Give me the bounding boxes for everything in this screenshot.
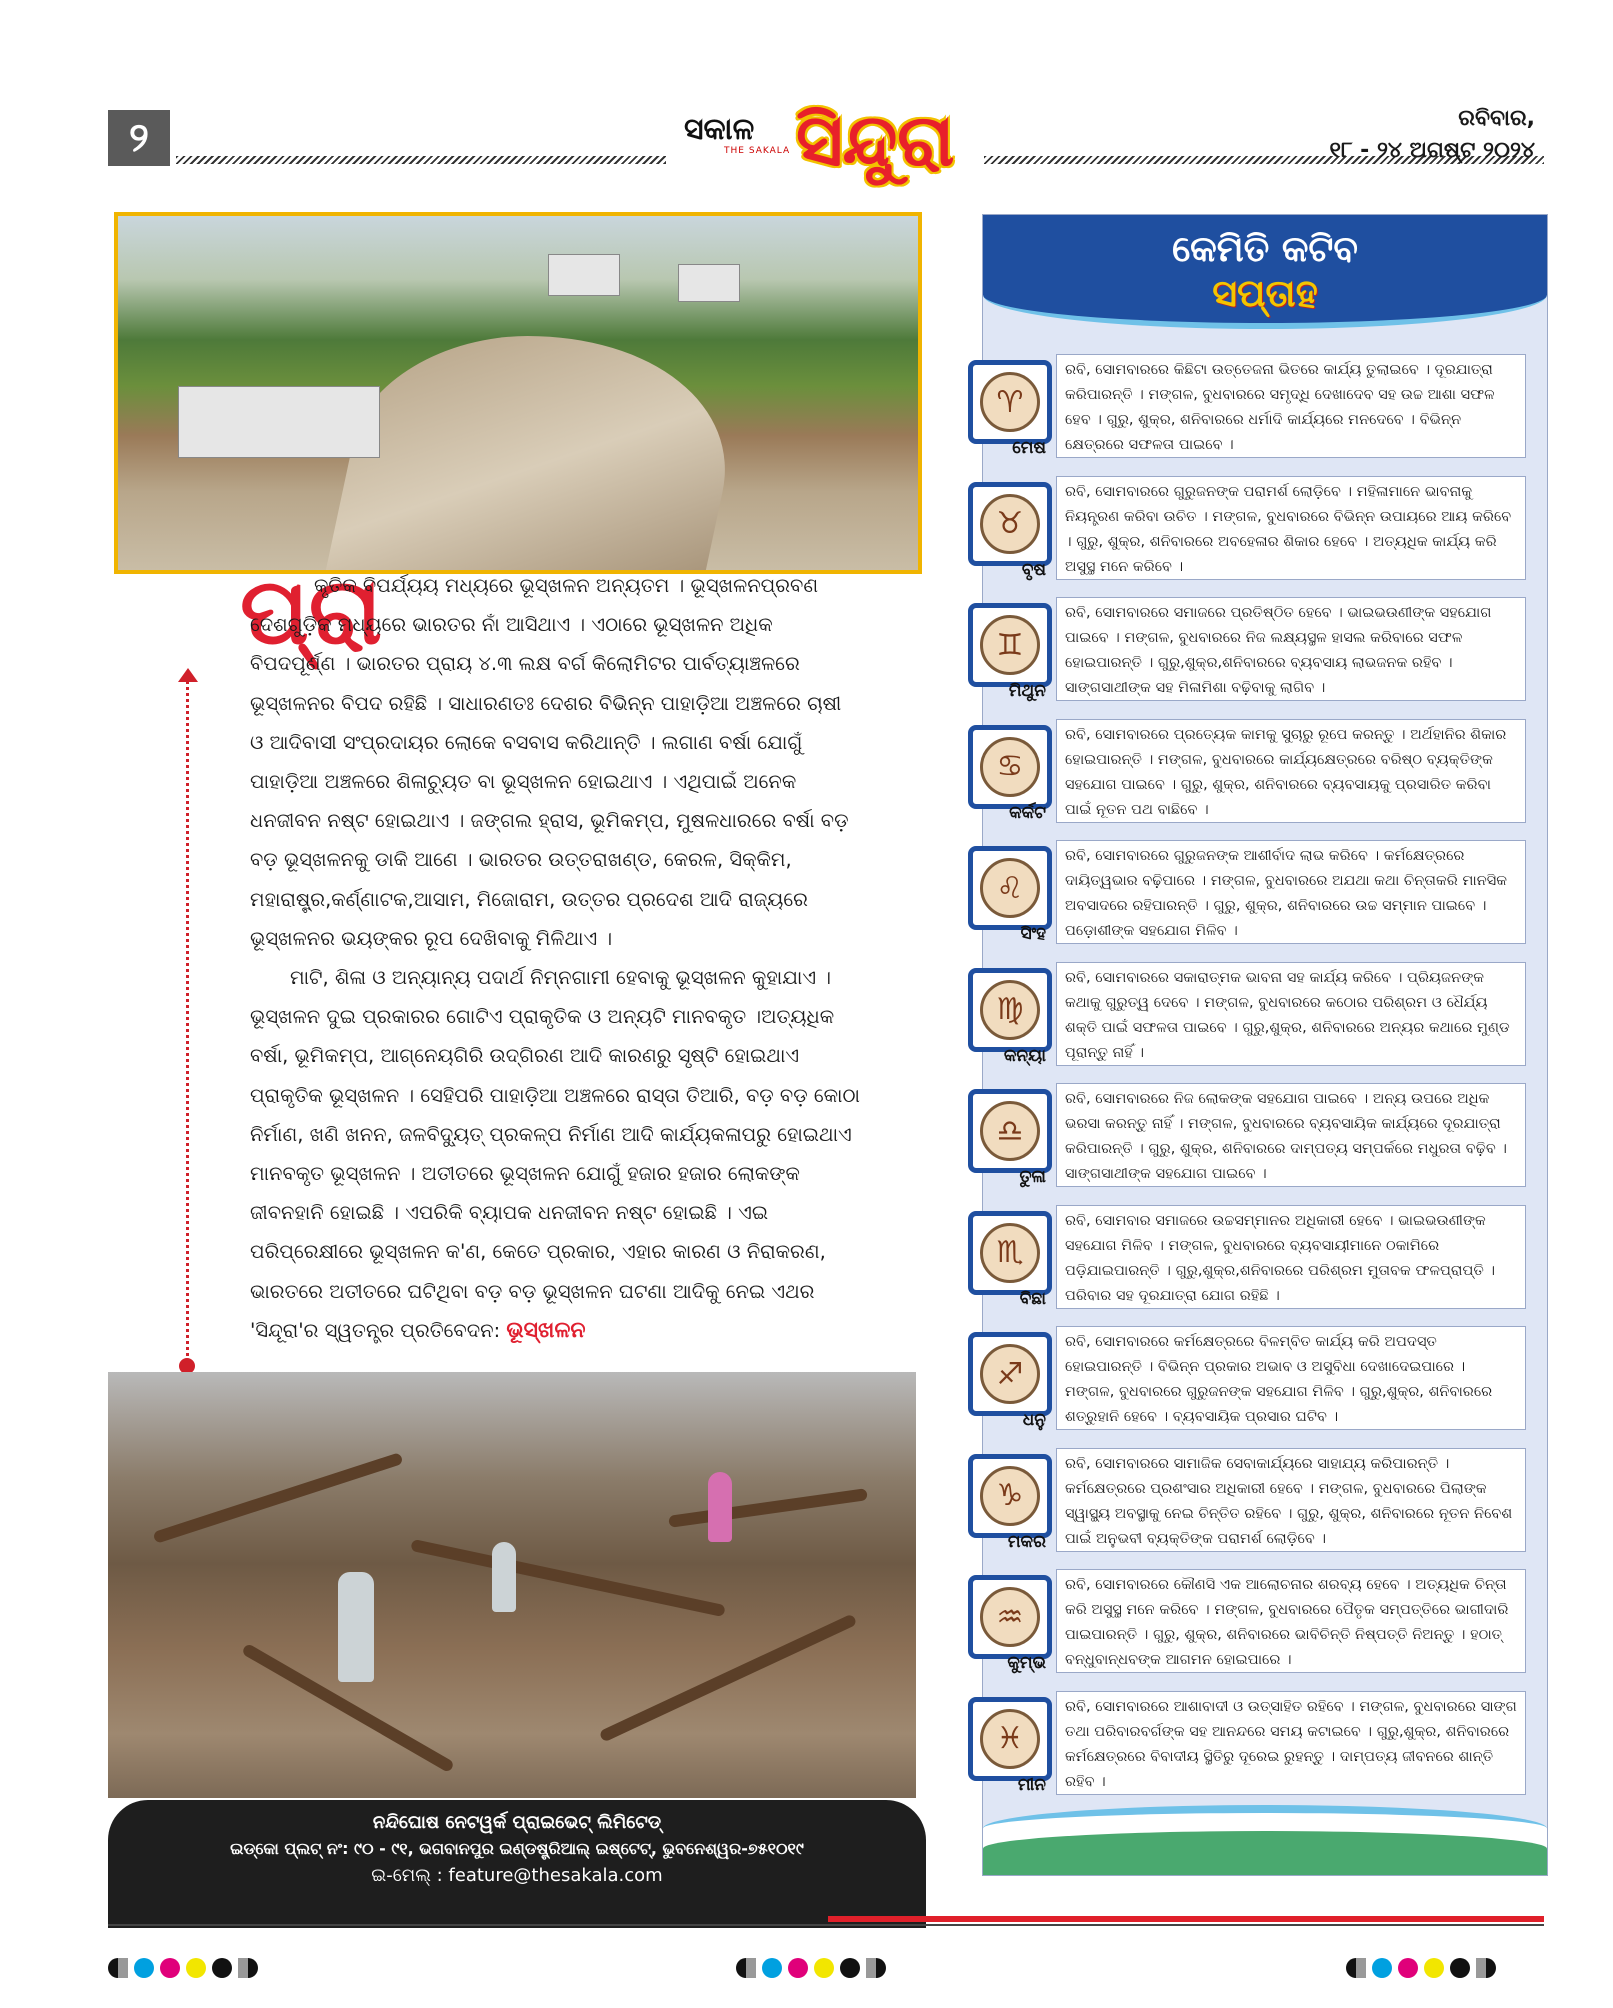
landslide-photo-bottom [108,1372,916,1798]
page-number: ୨ [108,110,170,166]
article-paragraph-1: କୃତିକ ବିପର୍ଯ୍ୟୟ ମଧ୍ୟରେ ଭୂସ୍ଖଳନ ଅନ୍ୟତମ । ଭୂସ୍ଖଳନପ୍ରବଣ ଦେଶଗୁଡ଼ିକ ମଧ୍ୟରେ ଭାରତର ନାଁ ଆସିଥାଏ । ଏଠାରେ ଭୂସ୍ଖଳନ ଅଧିକ ବିପଦପୂର୍ଣ୍ଣ । ଭାରତର ପ୍ରାୟ ୪.୩ ଲକ୍ଷ ବର୍ଗ କିଲୋମିଟର ପାର୍ବତ୍ୟାଞ୍ଚଳରେ ଭୂସ୍ଖଳନର ବିପଦ ରହିଛି । ସାଧାରଣତଃ ଦେଶର ବିଭିନ୍ନ ପାହାଡ଼ିଆ ଅଞ୍ଚଳରେ ଚାଷୀ ଓ ଆଦିବାସୀ ସଂପ୍ରଦାୟର ଲୋକେ ବସବାସ କରିଥାନ୍ତି । ଲଗାଣ ବର୍ଷା ଯୋଗୁଁ ପାହାଡ଼ିଆ ଅଞ୍ଚଳରେ ଶିଳାଚ୍ୟୁତ ବା ଭୂସ୍ଖଳନ ହୋଇଥାଏ । ଏଥିପାଇଁ ଅନେକ ଧନଜୀବନ ନଷ୍ଟ ହୋଇଥାଏ । ଜଙ୍ଗଲ ହ୍ରାସ, ଭୂମିକମ୍ପ, ମୁଷଳଧାରରେ ବର୍ଷା ବଡ଼ ବଡ଼ ଭୂସ୍ଖଳନକୁ ଡାକି ଆଣେ । ଭାରତର ଉତ୍ତରାଖଣ୍ଡ, କେରଳ, ସିକ୍କିମ, ମହାରାଷ୍ଟ୍ର,କର୍ଣ୍ଣାଟକ,ଆସାମ, ମିଜୋରାମ, ଉତ୍ତର ପ୍ରଦେଶ ଆଦି ରାଜ୍ୟରେ ଭୂସ୍ଖଳନର ଭୟଙ୍କର ରୂପ ଦେଖିବାକୁ ମିଳିଥାଏ । [250,574,849,950]
cancer-icon [968,725,1052,809]
sign-prediction: ରବି, ସୋମବାରରେ କୌଣସି ଏକ ଆଲୋଚନାର ଶରବ୍ୟ ହେବେ । ଅତ୍ୟଧିକ ଚିନ୍ତା କରି ଅସୁସ୍ଥ ମନେ କରିବେ । ମଙ୍ଗଳ, ବୁଧବାରରେ ପୈତୃକ ସମ୍ପତ୍ତିରେ ଭାଗୀଦାରି ପାଇପାରନ୍ତି । ଗୁରୁ, ଶୁକ୍ର, ଶନିବାରରେ ଭାବିଚିନ୍ତି ନିଷ୍ପତ୍ତି ନିଅନ୍ତୁ । ହଠାତ୍ ବନ୍ଧୁବାନ୍ଧବଙ୍କ ଆଗମନ ହୋଇପାରେ । [1056,1569,1526,1673]
issue-day: ରବିବାର, [1458,106,1535,131]
horoscope-row-5 [958,960,1540,1072]
debris-log [153,1452,404,1544]
horoscope-row-4 [958,838,1540,950]
registration-black-dot [1450,1958,1470,1978]
sign-prediction: ରବି, ସୋମବାର ସମାଜରେ ଉଚ୍ଚସମ୍ମାନର ଅଧିକାରୀ ହେବେ । ଭାଇଭଉଣୀଙ୍କ ସହଯୋଗ ମିଳିବ । ମଙ୍ଗଳ, ବୁଧବାରରେ ବ୍ୟବସାୟୀମାନେ ଠକାମିରେ ପଡ଼ିଯାଇପାରନ୍ତି । ଗୁରୁ,ଶୁକ୍ର,ଶନିବାରରେ ପରିଶ୍ରମ ମୁତାବକ ଫଳପ୍ରାପ୍ତି । ପରିବାର ସହ ଦୂରଯାତ୍ରା ଯୋଗ ରହିଛି । [1056,1205,1526,1309]
registration-cyan-dot [134,1958,154,1978]
article-paragraph-2 [250,958,860,1350]
publisher-address: ଇଡ୍‌କୋ ପ୍ଲଟ୍ ନଂ: ୯୦ - ୯୧, ଭଗବାନପୁର ଇଣ୍ଡଷ୍ଟ୍ରିଆଲ୍ ଇଷ୍ଟେଟ୍, ଭୁବନେଶ୍ୱର-୭୫୧୦୧୯ [230,1839,804,1858]
sign-name: ଧନୁ [1022,1410,1046,1430]
publisher-footer [108,1800,926,1928]
landslide-photo-top [114,212,922,574]
horoscope-title-line2: ସପ୍ତାହ [1212,271,1318,315]
horoscope-row-8 [958,1324,1540,1436]
zodiac-glyph: ♐ [980,1344,1040,1404]
house [548,254,620,296]
registration-magenta-dot [160,1958,180,1978]
rescue-worker [708,1472,732,1542]
horoscope-row-2 [958,595,1540,707]
zodiac-glyph: ♊ [980,615,1040,675]
registration-marks-center [736,1958,886,1978]
footer-dark-rule [108,1924,1544,1926]
zodiac-glyph: ♋ [980,737,1040,797]
sign-name: ତୁଳା [1019,1167,1046,1187]
article-dropcap: ପ୍ରା [240,558,382,665]
brand-sindura: ସିନ୍ଦୁରା [796,98,955,182]
aquarius-icon [968,1575,1052,1659]
registration-half-dot [866,1958,886,1978]
horoscope-row-7 [958,1203,1540,1315]
capricorn-icon [968,1454,1052,1538]
debris-log [599,1613,858,1742]
zodiac-glyph: ♌ [980,858,1040,918]
registration-marks-right [1346,1958,1496,1978]
rescue-worker [338,1572,374,1682]
registration-half-dot [1476,1958,1496,1978]
sign-name: ମେଷ [1012,438,1046,458]
email-label: ଇ-ମେଲ୍ : [371,1865,443,1886]
sign-name: ବିଛା [1019,1288,1046,1309]
pisces-icon [968,1697,1052,1781]
registration-half-dot [736,1958,756,1978]
header-rule-left [176,156,666,164]
sign-name: ବୃଷ [1021,559,1046,580]
registration-half-dot [238,1958,258,1978]
registration-yellow-dot [814,1958,834,1978]
registration-cyan-dot [762,1958,782,1978]
sign-prediction: ରବି, ସୋମବାରରେ ସାମାଜିକ ସେବାକାର୍ଯ୍ୟରେ ସାହାଯ୍ୟ କରିପାରନ୍ତି । କର୍ମକ୍ଷେତ୍ରରେ ପ୍ରଶଂସାର ଅଧିକାରୀ ହେବେ । ମଙ୍ଗଳ, ବୁଧବାରରେ ପିଲାଙ୍କ ସ୍ୱାସ୍ଥ୍ୟ ଅବସ୍ଥାକୁ ନେଇ ଚିନ୍ତିତ ରହିବେ । ଗୁରୁ, ଶୁକ୍ର, ଶନିବାରରେ ନୂତନ ନିବେଶ ପାଇଁ ଅନୁଭବୀ ବ୍ୟକ୍ତିଙ୍କ ପରାମର୍ଶ ଲୋଡ଼ିବେ । [1056,1448,1526,1552]
river-flood [320,336,755,574]
sign-name: କୁମ୍ଭ [1007,1653,1046,1673]
horoscope-row-0 [958,352,1540,464]
registration-black-dot [840,1958,860,1978]
registration-half-dot [1346,1958,1366,1978]
horoscope-row-1 [958,474,1540,586]
sign-prediction: ରବି, ସୋମବାରରେ ନିଜ ଲୋକଙ୍କ ସହଯୋଗ ପାଇବେ । ଅନ୍ୟ ଉପରେ ଅଧିକ ଭରସା କରନ୍ତୁ ନାହିଁ । ମଙ୍ଗଳ, ବୁଧବାରରେ ବ୍ୟବସାୟିକ କାର୍ଯ୍ୟରେ ଦୂରଯାତ୍ରା କରିପାରନ୍ତି । ଗୁରୁ, ଶୁକ୍ର, ଶନିବାରରେ ଦାମ୍ପତ୍ୟ ସମ୍ପର୍କରେ ମଧୁରତା ବଢ଼ିବ । ସାଙ୍ଗସାଥୀଙ୍କ ସହଯୋଗ ପାଇବେ । [1056,1083,1526,1187]
registration-marks-left [108,1958,258,1978]
horoscope-row-10 [958,1567,1540,1679]
brand-sakala-sub: THE SAKALA [724,146,791,156]
horoscope-row-11 [958,1689,1540,1801]
house [178,386,380,458]
zodiac-glyph: ♒ [980,1587,1040,1647]
gemini-icon [968,603,1052,687]
scorpio-icon [968,1211,1052,1295]
horoscope-footer-wave-green [983,1831,1547,1875]
zodiac-glyph: ♑ [980,1466,1040,1526]
sign-name: ମିଥୁନ [1008,681,1046,701]
zodiac-glyph: ♓ [980,1709,1040,1769]
horoscope-title-line1: କେମିତି କଟିବ [1172,229,1358,270]
dotted-arrow-line [186,680,189,1370]
article-paragraph-2-text: ମାଟି, ଶିଳା ଓ ଅନ୍ୟାନ୍ୟ ପଦାର୍ଥ ନିମ୍ନଗାମୀ ହେବାକୁ ଭୂସ୍ଖଳନ କୁହାଯାଏ । ଭୂସ୍ଖଳନ ଦୁଇ ପ୍ରକାରର ଗୋଟିଏ ପ୍ରାକୃତିକ ଓ ଅନ୍ୟଟି ମାନବକୃତ ।ଅତ୍ୟଧିକ ବର୍ଷା, ଭୂମିକମ୍ପ, ଆଗ୍ନେୟଗିରି ଉଦ୍‌ଗିରଣ ଆଦି କାରଣରୁ ସୃଷ୍ଟି ହୋଇଥାଏ ପ୍ରାକୃତିକ ଭୂସ୍ଖଳନ । ସେହିପରି ପାହାଡ଼ିଆ ଅଞ୍ଚଳରେ ରାସ୍ତା ତିଆରି, ବଡ଼ ବଡ଼ କୋଠା ନିର୍ମାଣ, ଖଣି ଖନନ, ଜଳବିଦ୍ୟୁତ୍ ପ୍ରକଳ୍ପ ନିର୍ମାଣ ଆଦି କାର୍ଯ୍ୟକଳାପରୁ ହୋଇଥାଏ ମାନବକୃତ ଭୂସ୍ଖଳନ । ଅତୀତରେ ଭୂସ୍ଖଳନ ଯୋଗୁଁ ହଜାର ହଜାର ଲୋକଙ୍କ ଜୀବନହାନି ହୋଇଛି । ଏପରିକି ବ୍ୟାପକ ଧନଜୀବନ ନଷ୍ଟ ହୋଇଛି । ଏଇ ପରିପ୍ରେକ୍ଷୀରେ ଭୂସ୍ଖଳନ କ'ଣ, କେତେ ପ୍ରକାର, ଏହାର କାରଣ ଓ ନିରାକରଣ, ଭାରତରେ ଅତୀତରେ ଘଟିଥିବା ବଡ଼ ବଡ଼ ଭୂସ୍ଖଳନ ଘଟଣା ଆଦିକୁ ନେଇ ଏଥର 'ସିନ୍ଦୂରା'ର ସ୍ୱତନ୍ତ୍ର ପ୍ରତିବେଦନ: [250,966,860,1342]
sign-name: କର୍କଟ [1009,802,1046,823]
debris-log [410,1539,726,1617]
zodiac-glyph: ♏ [980,1223,1040,1283]
brand-sakala: ସକାଳ [684,112,755,147]
zodiac-glyph: ♎ [980,1101,1040,1161]
debris-log [668,1488,868,1528]
sign-prediction: ରବି, ସୋମବାରରେ ସମାଜରେ ପ୍ରତିଷ୍ଠିତ ହେବେ । ଭାଇଭଉଣୀଙ୍କ ସହଯୋଗ ପାଇବେ । ମଙ୍ଗଳ, ବୁଧବାରରେ ନିଜ ଲକ୍ଷ୍ୟସ୍ଥଳ ହାସଲ କରିବାରେ ସଫଳ ହୋଇପାରନ୍ତି । ଗୁରୁ,ଶୁକ୍ର,ଶନିବାରରେ ବ୍ୟବସାୟ ଲାଭଜନକ ରହିବ । ସାଙ୍ଗସାଥୀଙ୍କ ସହ ମିଳାମିଶା ବଢ଼ିବାକୁ ଲାଗିବ । [1056,597,1526,701]
article-body [250,566,860,1350]
registration-cyan-dot [1372,1958,1392,1978]
issue-date-range: ୧୮ - ୨୪ ଅଗଷ୍ଟ ୨୦୨୪ [1329,138,1535,163]
publisher-email-line [108,1865,926,1886]
horoscope-row-9 [958,1446,1540,1558]
registration-yellow-dot [186,1958,206,1978]
registration-magenta-dot [1398,1958,1418,1978]
libra-icon [968,1089,1052,1173]
horoscope-row-3 [958,717,1540,829]
horoscope-row-6 [958,1081,1540,1193]
sign-name: କନ୍ୟା [1003,1045,1046,1066]
zodiac-glyph: ♉ [980,494,1040,554]
sagittarius-icon [968,1332,1052,1416]
registration-black-dot [212,1958,232,1978]
sign-prediction: ରବି, ସୋମବାରରେ ପ୍ରତ୍ୟେକ କାମକୁ ସୁଚାରୁ ରୂପେ କରନ୍ତୁ । ଅର୍ଥହାନିର ଶିକାର ହୋଇପାରନ୍ତି । ମଙ୍ଗଳ, ବୁଧବାରରେ କାର୍ଯ୍ୟକ୍ଷେତ୍ରରେ ବରିଷ୍ଠ ବ୍ୟକ୍ତିଙ୍କ ସହଯୋଗ ପାଇବେ । ଗୁରୁ, ଶୁକ୍ର, ଶନିବାରରେ ବ୍ୟବସାୟକୁ ପ୍ରସାରିତ କରିବା ପାଇଁ ନୂତନ ପଥ ବାଛିବେ । [1056,719,1526,823]
zodiac-glyph: ♈ [980,372,1040,432]
rescue-worker [492,1542,516,1612]
registration-half-dot [108,1958,128,1978]
house [678,264,740,302]
sign-prediction: ରବି, ସୋମବାରରେ ଗୁରୁଜନଙ୍କ ପରାମର୍ଶ ଲୋଡ଼ିବେ । ମହିଳାମାନେ ଭାବନାକୁ ନିୟନ୍ତ୍ରଣ କରିବା ଉଚିତ । ମଙ୍ଗଳ, ବୁଧବାରରେ ବିଭିନ୍ନ ଉପାୟରେ ଆୟ କରିବେ । ଗୁରୁ, ଶୁକ୍ର, ଶନିବାରରେ ଅବହେଳାର ଶିକାର ହେବେ । ଅତ୍ୟଧିକ କାର୍ଯ୍ୟ କରି ଅସୁସ୍ଥ ମନେ କରିବେ । [1056,476,1526,580]
sign-prediction: ରବି, ସୋମବାରରେ ସକାରାତ୍ମକ ଭାବନା ସହ କାର୍ଯ୍ୟ କରିବେ । ପ୍ରିୟଜନଙ୍କ କଥାକୁ ଗୁରୁତ୍ୱ ଦେବେ । ମଙ୍ଗଳ, ବୁଧବାରରେ କଠୋର ପରିଶ୍ରମ ଓ ଧୈର୍ଯ୍ୟ ଶକ୍ତି ପାଇଁ ସଫଳତା ପାଇବେ । ଗୁରୁ,ଶୁକ୍ର, ଶନିବାରରେ ଅନ୍ୟର କଥାରେ ମୁଣ୍ଡ ପୂରାନ୍ତୁ ନାହିଁ । [1056,962,1526,1066]
aries-icon [968,360,1052,444]
zodiac-glyph: ♍ [980,980,1040,1040]
registration-yellow-dot [1424,1958,1444,1978]
sign-name: ସିଂହ [1020,924,1046,944]
sign-prediction: ରବି, ସୋମବାରରେ ଗୁରୁଜନଙ୍କ ଆଶୀର୍ବାଦ ଲାଭ କରିବେ । କର୍ମକ୍ଷେତ୍ରରେ ଦାୟିତ୍ୱଭାର ବଢ଼ିପାରେ । ମଙ୍ଗଳ, ବୁଧବାରରେ ଅଯଥା କଥା ଚିନ୍ତାକରି ମାନସିକ ଅବସାଦରେ ରହିପାରନ୍ତି । ଗୁରୁ, ଶୁକ୍ର, ଶନିବାରରେ ଉଚ୍ଚ ସମ୍ମାନ ପାଇବେ । ପଡ଼ୋଶୀଙ୍କ ସହଯୋଗ ମିଳିବ । [1056,840,1526,944]
sign-prediction: ରବି, ସୋମବାରରେ କର୍ମକ୍ଷେତ୍ରରେ ବିଳମ୍ବିତ କାର୍ଯ୍ୟ କରି ଅପଦସ୍ତ ହୋଇପାରନ୍ତି । ବିଭିନ୍ନ ପ୍ରକାର ଅଭାବ ଓ ଅସୁବିଧା ଦେଖାଦେଇପାରେ । ମଙ୍ଗଳ, ବୁଧବାରରେ ଗୁରୁଜନଙ୍କ ସହଯୋଗ ମିଳିବ । ଗୁରୁ,ଶୁକ୍ର, ଶନିବାରରେ ଶତ୍ରୁହାନି ହେବେ । ବ୍ୟବସାୟିକ ପ୍ରସାର ଘଟିବ । [1056,1326,1526,1430]
registration-magenta-dot [788,1958,808,1978]
virgo-icon [968,968,1052,1052]
sign-prediction: ରବି, ସୋମବାରରେ ଆଶାବାଦୀ ଓ ଉତ୍ସାହିତ ରହିବେ । ମଙ୍ଗଳ, ବୁଧବାରରେ ସାଙ୍ଗ ତଥା ପରିବାରବର୍ଗଙ୍କ ସହ ଆନନ୍ଦରେ ସମୟ କଟାଇବେ । ଗୁରୁ,ଶୁକ୍ର, ଶନିବାରରେ କର୍ମକ୍ଷେତ୍ରରେ ବିବାଦୀୟ ସ୍ଥିତିରୁ ଦୂରେଇ ରୁହନ୍ତୁ । ଦାମ୍ପତ୍ୟ ଜୀବନରେ ଶାନ୍ତି ରହିବ । [1056,1691,1526,1795]
leo-icon [968,846,1052,930]
publisher-name: ନନ୍ଦିଘୋଷ ନେଟୱର୍କ ପ୍ରାଇଭେଟ୍ ଲିମିଟେଡ୍ [372,1812,662,1833]
sign-name: ମୀନ [1017,1774,1046,1795]
sign-prediction: ରବି, ସୋମବାରରେ କିଛିଟା ଉତ୍ତେଜନା ଭିତରେ କାର୍ଯ୍ୟ ତୁଲାଇବେ । ଦୂରଯାତ୍ରା କରିପାରନ୍ତି । ମଙ୍ଗଳ, ବୁଧବାରରେ ସମୃଦ୍ଧି ଦେଖାଦେବ ସହ ଉଚ୍ଚ ଆଶା ସଫଳ ହେବ । ଗୁରୁ, ଶୁକ୍ର, ଶନିବାରରେ ଧର୍ମାଦି କାର୍ଯ୍ୟରେ ମନଦେବେ । ବିଭିନ୍ନ କ୍ଷେତ୍ରରେ ସଫଳତା ପାଇବେ । [1056,354,1526,458]
footer-red-rule [828,1916,1544,1922]
sign-name: ମକର [1007,1531,1046,1552]
taurus-icon [968,482,1052,566]
article-highlight: ଭୂସ୍ଖଳନ [506,1317,586,1343]
publisher-email[interactable]: feature@thesakala.com [448,1865,663,1886]
